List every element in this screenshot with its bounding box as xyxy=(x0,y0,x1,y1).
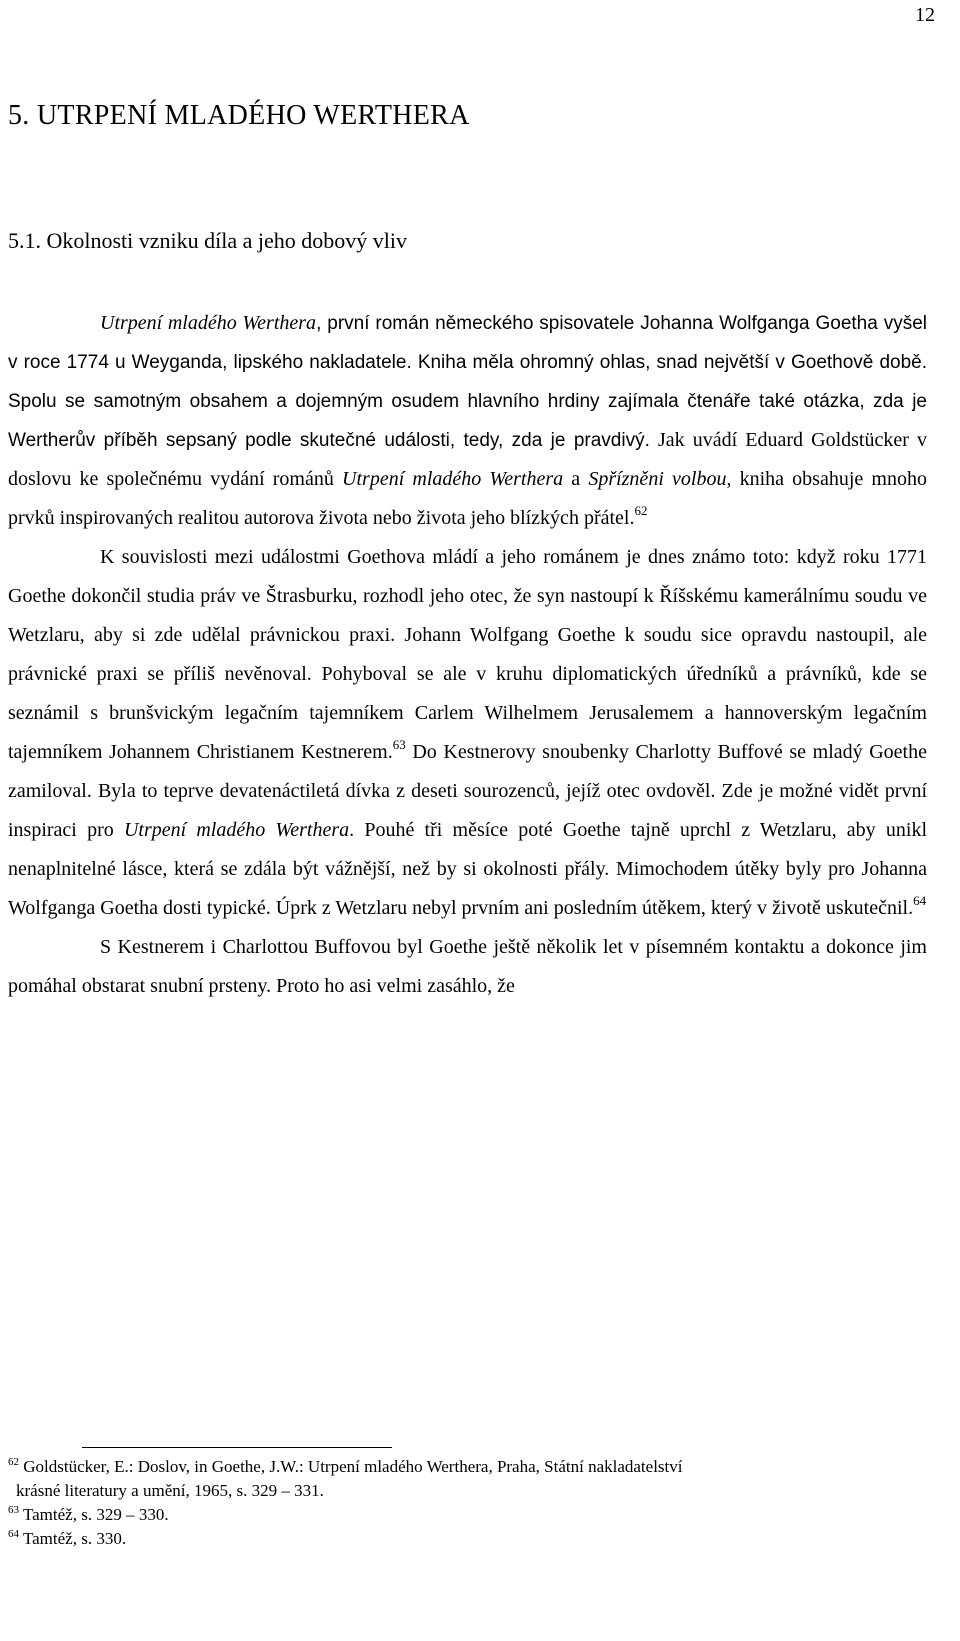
footnote-text: Tamtéž, s. 329 – 330. xyxy=(19,1505,169,1524)
paragraph-text: . Pouhé tři měsíce poté Goethe tajně uprchl z Wetzlaru, aby unikl nenaplnitelné lásce, která se zdála být vážnější, než by si okolnosti přály. Mimochodem útěky byly pro Johanna Wolfganga Goetha dosti typické. Úprk z Wetzlaru nebyl prvním ani posledním útěkem, který v životě uskutečnil. xyxy=(8,819,927,919)
paragraph-text: Do Kestnerovy snoubenky Charlotty Buffové se mladý Goethe zamiloval. Byla to teprve devatenáctiletá dívka z deseti sourozenců, jejíž otec ovdověl. Zde je možné vidět první inspiraci pro xyxy=(8,741,927,841)
footnote-text: Goldstücker, E.: Doslov, in Goethe, J.W.: Utrpení mladého Werthera, Praha, Státní nakladatelství xyxy=(19,1457,683,1476)
paragraph-text: , kniha obsahuje mnoho prvků inspirovaných realitou autorova života nebo života jeho blízkých přátel. xyxy=(8,468,927,529)
footnote-number: 62 xyxy=(8,1456,19,1468)
footnote-62 xyxy=(8,1455,927,1503)
section-title: 5.1. Okolnosti vzniku díla a jeho dobový vliv xyxy=(8,228,408,253)
book-title: Utrpení mladého Werthera xyxy=(123,819,350,841)
paragraph-text: S Kestnerem i Charlottou Buffovou byl Goethe ještě několik let v písemném kontaktu a dokonce jim pomáhal obstarat snubní prsteny. Proto ho asi velmi zasáhlo, že xyxy=(8,936,927,997)
paragraph-1 xyxy=(8,304,927,538)
paragraph-3 xyxy=(8,928,927,1006)
footnote-text: Tamtéž, s. 330. xyxy=(19,1529,127,1548)
footnote-number: 63 xyxy=(8,1504,19,1516)
paragraph-text: Jak uvádí Eduard Goldstücker v doslovu ke společnému vydání románů xyxy=(8,429,927,490)
footnote-reference[interactable]: 64 xyxy=(913,893,927,908)
footnote-separator xyxy=(82,1447,392,1448)
footnotes xyxy=(8,1455,927,1551)
paragraph-text: , první román německého spisovatele Johanna Wolfganga Goetha vyšel v roce 1774 u Weyganda, lipského nakladatele. Kniha měla ohromný ohlas, snad největší v Goethově době. Spolu se samotným obsahem a dojemným osudem hlavního hrdiny zajímala čtenáře také otázka, zda je Wertherův příběh sepsaný podle skutečné události, tedy, zda je pravdivý. xyxy=(8,313,927,451)
page-number: 12 xyxy=(915,4,935,26)
chapter-title: 5. UTRPENÍ MLADÉHO WERTHERA xyxy=(8,100,470,131)
footnote-63 xyxy=(8,1503,927,1527)
book-title: Utrpení mladého Werthera xyxy=(342,468,564,490)
footnote-64 xyxy=(8,1527,927,1551)
book-title: Spřízněni volbou xyxy=(588,468,727,490)
footnote-reference[interactable]: 63 xyxy=(392,737,406,752)
paragraph-2 xyxy=(8,538,927,928)
book-title: Utrpení mladého Werthera xyxy=(100,312,317,334)
paragraph-text: a xyxy=(563,468,589,490)
footnote-text: krásné literatury a umění, 1965, s. 329 – 331. xyxy=(16,1481,324,1500)
footnote-number: 64 xyxy=(8,1528,19,1540)
footnote-reference[interactable]: 62 xyxy=(634,503,648,518)
paragraph-text: K souvislosti mezi událostmi Goethova mládí a jeho románem je dnes známo toto: když roku 1771 Goethe dokončil studia práv ve Štrasburku, rozhodl jeho otec, že syn nastoupí k Říšskému kamerálnímu soudu ve Wetzlaru, aby si zde udělal právnickou praxi. Johann Wolfgang Goethe k soudu sice opravdu nastoupil, ale právnické praxi se příliš nevěnoval. Pohyboval se ale v kruhu diplomatických úředníků a právníků, kde se seznámil s brunšvickým legačním tajemníkem Carlem Wilhelmem Jerusalemem a hannoverským legačním tajemníkem Johannem Christianem Kestnerem. xyxy=(8,546,927,763)
body-text xyxy=(8,304,927,1006)
